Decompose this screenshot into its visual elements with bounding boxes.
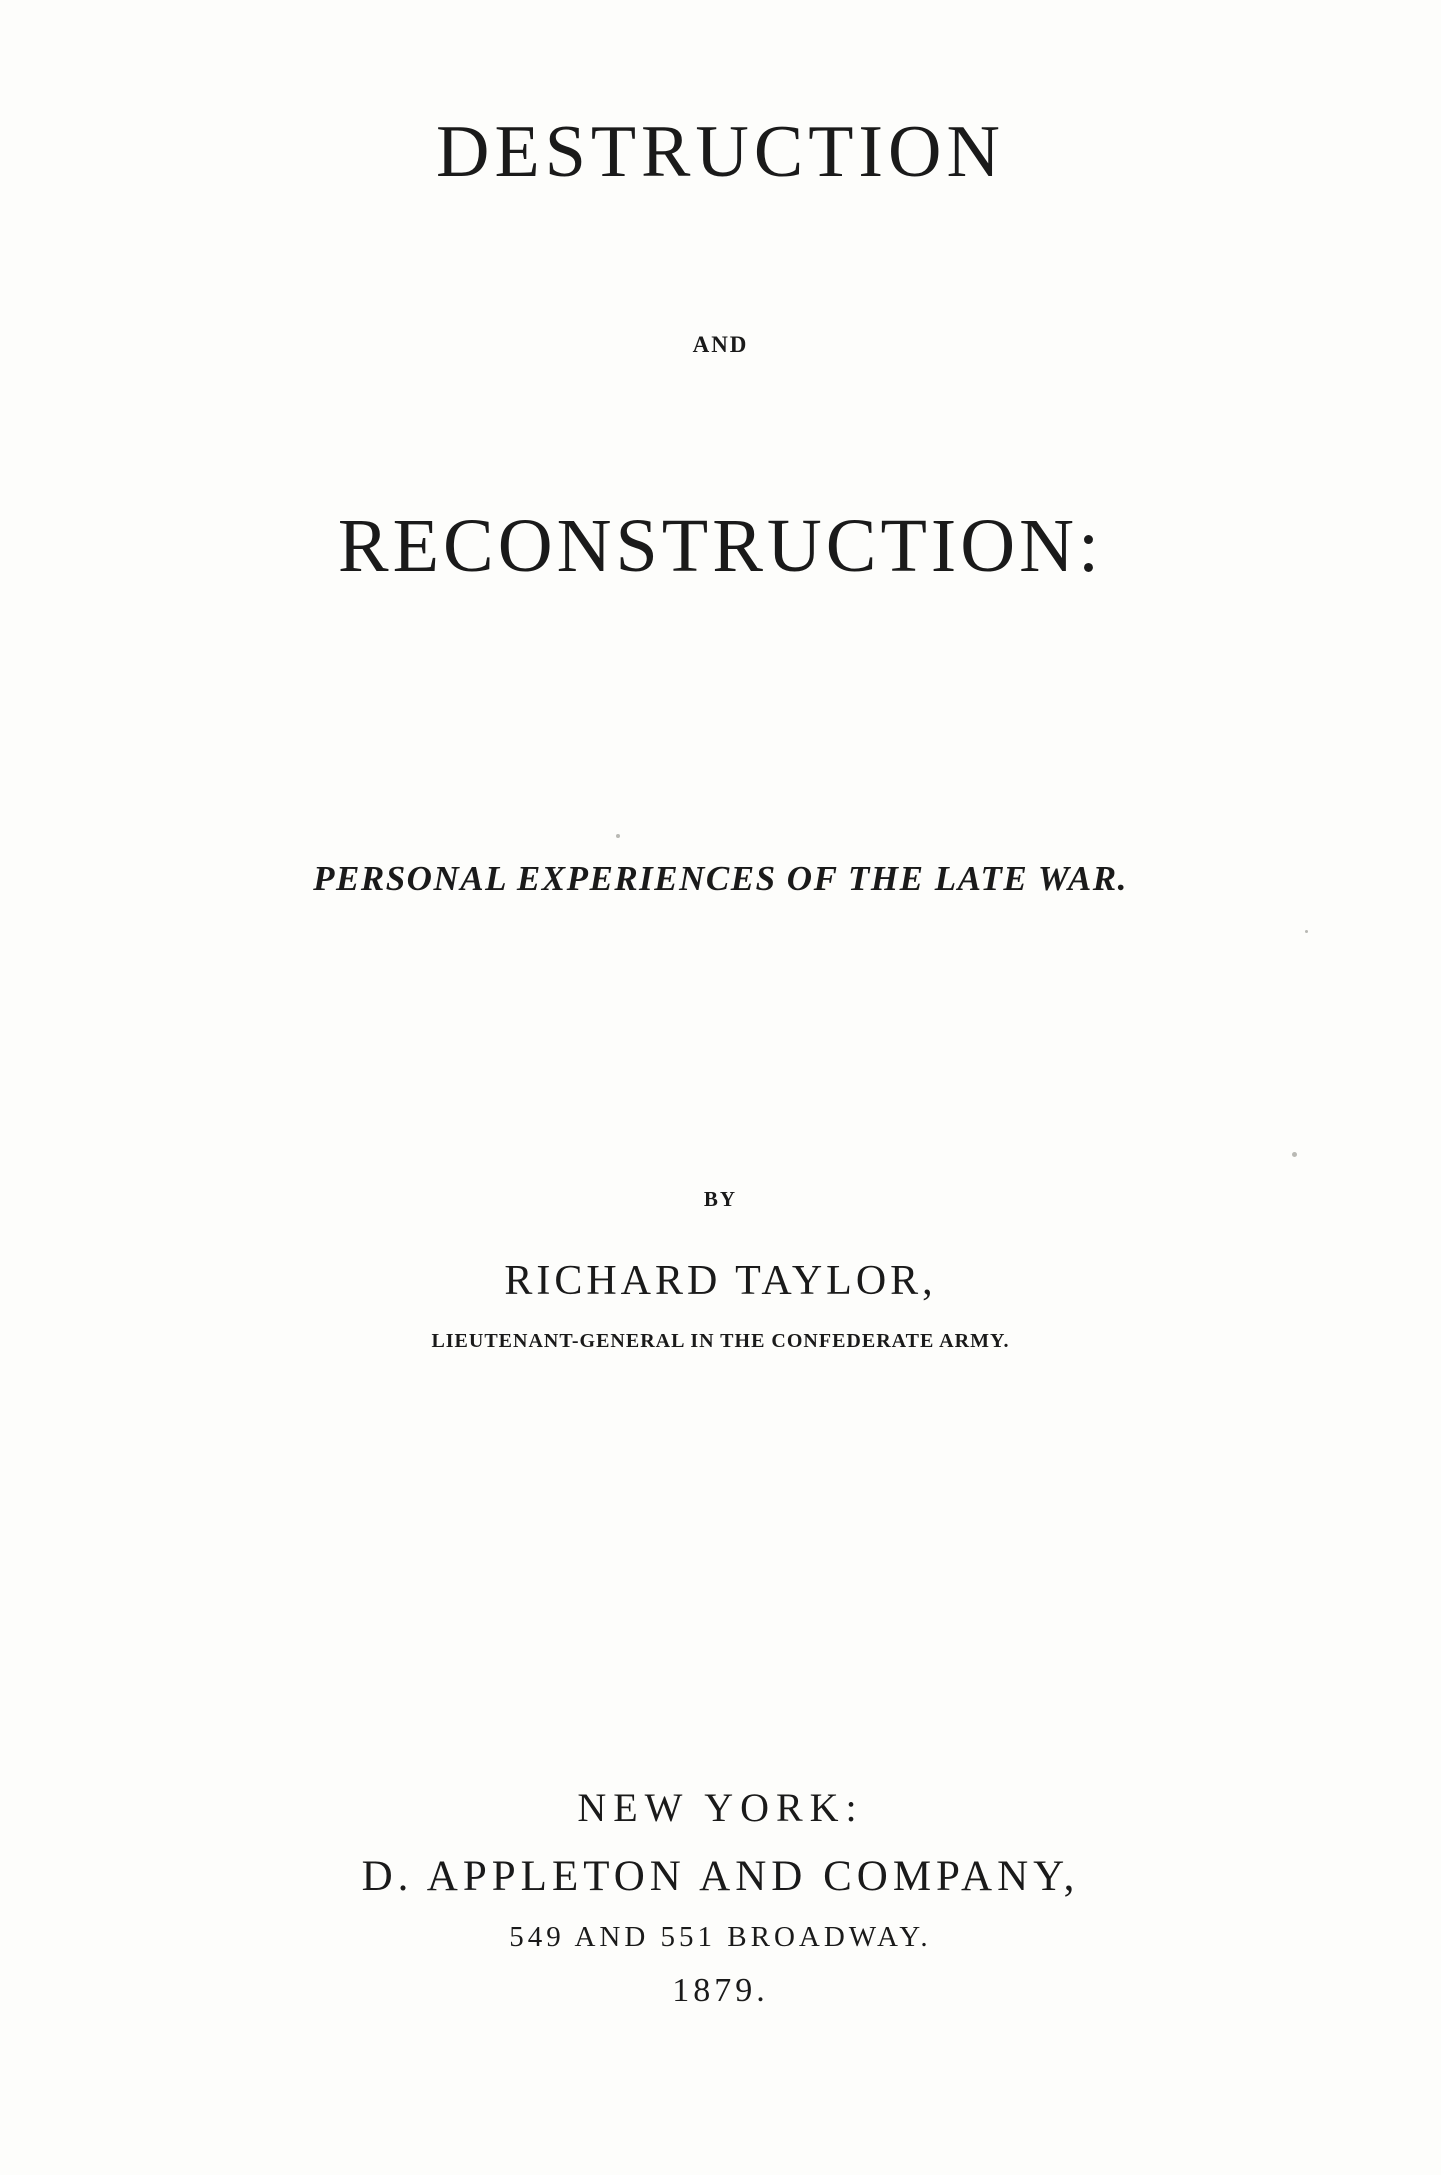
author-rank: LIEUTENANT-GENERAL IN THE CONFEDERATE ARMY. bbox=[431, 1330, 1010, 1352]
scan-speck bbox=[616, 834, 620, 838]
scan-speck bbox=[1292, 1152, 1297, 1157]
imprint-address: 549 AND 551 BROADWAY. bbox=[509, 1921, 932, 1953]
book-title-line-2: RECONSTRUCTION: bbox=[337, 504, 1104, 588]
book-title-line-1: DESTRUCTION bbox=[436, 111, 1005, 193]
scan-speck bbox=[1305, 930, 1308, 933]
title-conjunction: AND bbox=[692, 332, 749, 357]
imprint-city: NEW YORK: bbox=[577, 1785, 864, 1830]
author-name: RICHARD TAYLOR, bbox=[504, 1258, 937, 1304]
imprint-year: 1879. bbox=[672, 1972, 769, 2009]
byline-label: BY bbox=[703, 1187, 738, 1211]
book-subtitle: PERSONAL EXPERIENCES OF THE LATE WAR. bbox=[313, 859, 1128, 898]
imprint-publisher: D. APPLETON AND COMPANY, bbox=[361, 1853, 1080, 1900]
